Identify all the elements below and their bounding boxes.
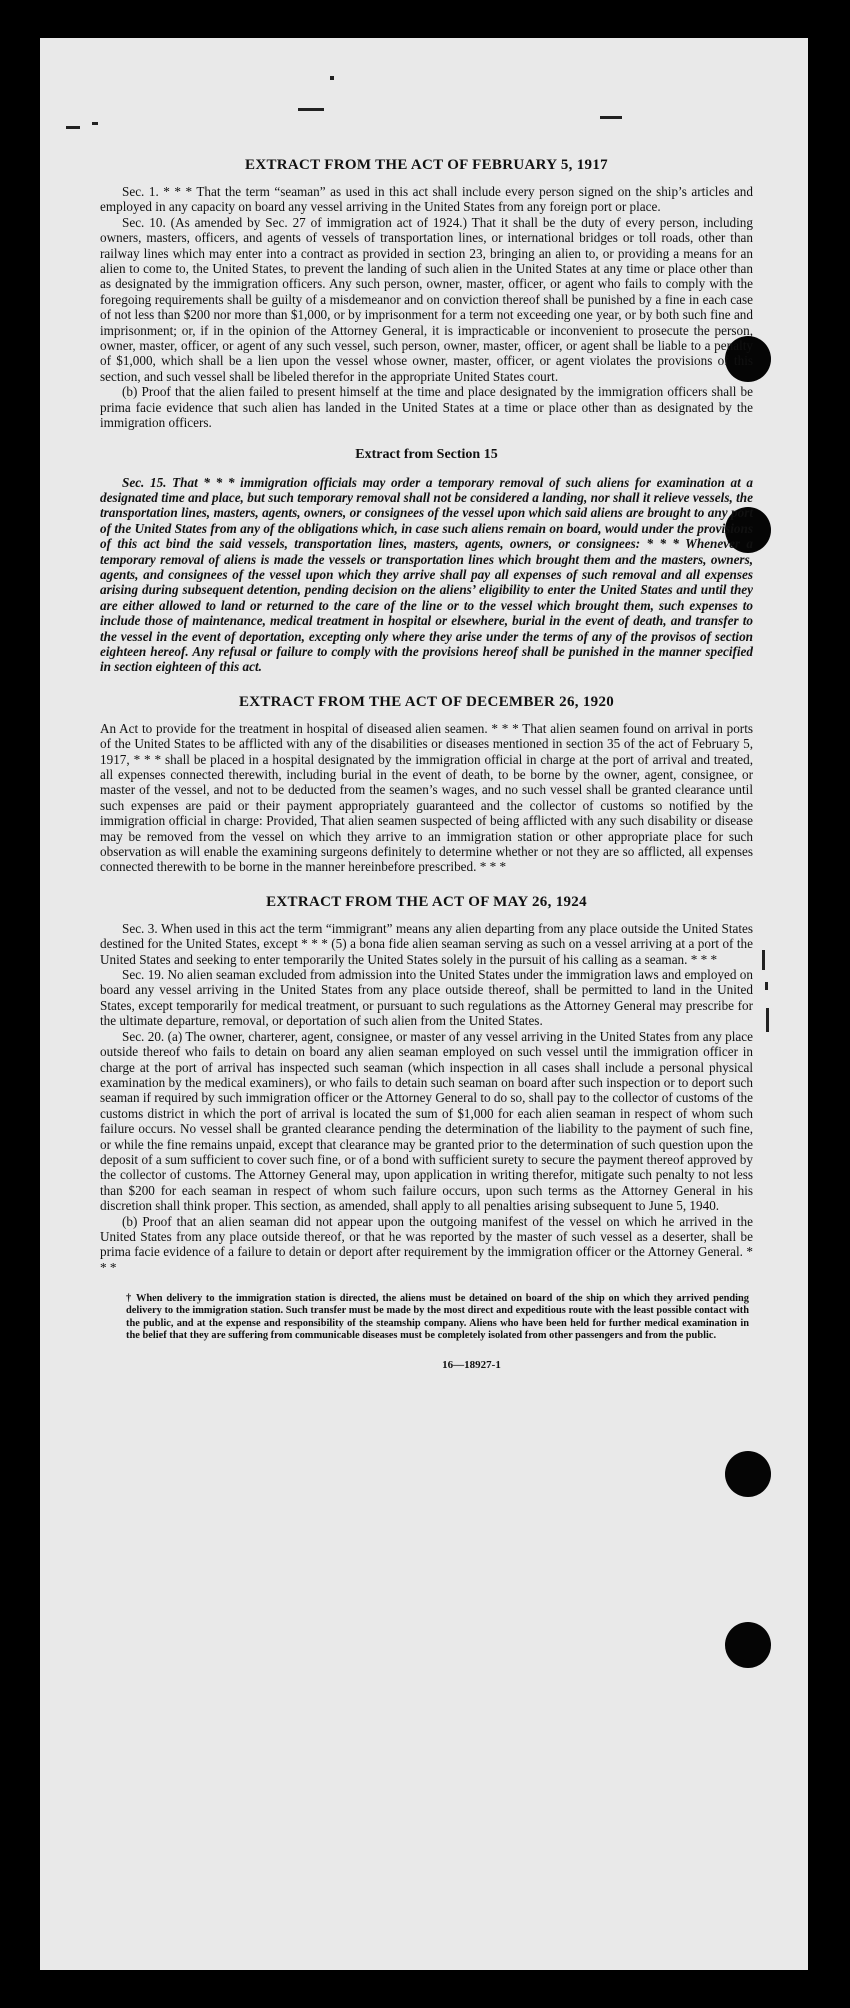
heading-section-15: Extract from Section 15 [355,446,498,462]
paragraph: Sec. 10. (As amended by Sec. 27 of immigration act of 1924.) That it shall be the duty of every person, including owners, masters, officers, and agents of vessels of transportation lines, or international bridges or toll roads, other than railway lines which may enter into a contract as provided in section 23, bringing an alien to, or providing a means for an alien to come to, the United States, to prevent the landing of such alien in the United States at any time or place other than as designated by the immigration officers. Any such person, owner, master, officer, or agent who fails to comply with the foregoing requirements shall be guilty of a misdemeanor and on conviction thereof shall be punished by a fine in each case of not less than $200 nor more than $1,000, or by imprisonment for a term not exceeding one year, or by both such fine and imprisonment; or, if in the opinion of the Attorney General, it is impracticable or inconvenient to prosecute the person, owner, master, officer, or agent of any such vessel, such person, owner, master, officer, or agent shall be liable to a penalty of $1,000, which shall be a lien upon the vessel whose owner, master, officer, or agent violates the provisions of this section, and such vessel shall be libeled therefor in the appropriate United States court. [100,214,753,384]
heading-act-1920: EXTRACT FROM THE ACT OF DECEMBER 26, 1920 [238,693,615,710]
scan-mark [330,76,334,80]
document-page [40,38,808,1970]
paragraph: (b) Proof that an alien seaman did not appear upon the outgoing manifest of the vessel on which he arrived in the United States from any place outside thereof, or that he was reported by the master of such vessel as a deserter, shall be prima facie evidence of a failure to detain or deport after requirement by the immigration officer or the Attorney General. * * * [100,1213,753,1275]
paragraph: An Act to provide for the treatment in hospital of diseased alien seamen. * * * That alien seamen found on arrival in ports of the United States to be afflicted with any of the disabilities or diseases mentioned in section 35 of the act of February 5, 1917, * * * shall be placed in a hospital designated by the immigration official in charge at the port of arrival and treated, all expenses connected therewith, including burial in the event of death, to be borne by the owner, agent, consignee, or master of the vessel, and not to be deducted from the seamen’s wages, and no such vessel shall be granted clearance until such expenses are paid or their payment appropriately guaranteed and the collector of customs so notified by the immigration official in charge: Provided, That alien seamen suspected of being afflicted with any such disability or disease may be removed from the vessel on which they arrive to an immigration station or other appropriate place for such observation as will enable the examining surgeons definitely to determine whether or not they are so afflicted, all expenses connected therewith to be borne in the manner hereinbefore prescribed. * * * [100,720,753,875]
document-number: 16—18927-1 [442,1359,501,1371]
paragraph: Sec. 1. * * * That the term “seaman” as used in this act shall include every person signed on the ship’s articles and employed in any capacity on board any vessel arriving in the United States from any foreign port or place. [100,184,753,215]
paragraph: Sec. 19. No alien seaman excluded from admission into the United States under the immigration laws and employed on board any vessel arriving in the United States from any place outside thereof, shall be permitted to land in the United States, except temporarily for medical treatment, or pursuant to such regulations as the Attorney General may prescribe for the ultimate departure, removal, or deportation of such alien from the United States. [100,967,753,1029]
footnote [100,1293,753,1342]
heading-act-1924: EXTRACT FROM THE ACT OF MAY 26, 1924 [266,893,587,910]
scan-mark [298,108,324,111]
punch-hole [725,1622,771,1668]
paragraph: (b) Proof that the alien failed to present himself at the time and place designated by the immigration officers shall be prima facie evidence that such alien has landed in the United States at a time or place other than as designated by the immigration officers. [100,384,753,431]
paragraph: Sec. 20. (a) The owner, charterer, agent, consignee, or master of any vessel arriving in the United States from any place outside thereof who fails to detain on board any alien seaman employed on such vessel until the immigration officer in charge at the port of arrival has inspected such seaman (which inspection in all cases shall include a personal physical examination by the medical examiners), or who fails to detain such seaman on board after such inspection or to deport such seaman if required by such immigration officer or the Attorney General to do so, shall pay to the collector of customs of the customs district in which the port of arrival is located the sum of $1,000 for each alien seaman in respect of whom such failure occurs. No vessel shall be granted clearance pending the determination of the liability to the payment of such fine, or while the fine remains unpaid, except that clearance may be granted prior to the determination of such question upon the deposit of a sum sufficient to cover such fine, or of a bond with sufficient surety to secure the payment thereof approved by the collector of customs. The Attorney General may, upon application in writing therefor, mitigate such penalty to not less than $200 for each seaman in respect of whom such failure occurs, upon such terms as the Attorney General in his discretion shall think proper. This section, as amended, shall apply to all penalties arising subsequent to June 5, 1940. [100,1028,753,1214]
scan-mark [600,116,622,119]
scan-mark [66,126,80,129]
footnote-text: † When delivery to the immigration station is directed, the aliens must be detained on board of the ship on which they arrived pending delivery to the immigration station. Such transfer must be made by the most direct and expeditious route with the least possible contact with the public, and at the expense and responsibility of the steamship company. Aliens who have been held for further medical examination in the belief that they are suffering from communicable diseases must be completely isolated from other passengers and from the public. [126,1293,749,1341]
scan-mark [762,950,765,970]
paragraph: Sec. 15. That * * * immigration officials may order a temporary removal of such aliens for examination at a designated time and place, but such temporary removal shall not be considered a landing, nor shall it relieve vessels, the transportation lines, masters, agents, owners, or consignees of the vessel upon which said aliens are brought to any port of the United States from any of the obligations which, in case such aliens remain on board, would under the provisions of this act bind the said vessels, transportation lines, masters, agents, owners, or consignees: * * * Whenever a temporary removal of aliens is made the vessels or transportation lines which brought them and the masters, owners, agents, and consignees of the vessel upon which they arrive shall pay all expenses of such removal and all expenses arising during subsequent detention, pending decision on the aliens’ eligibility to enter the United States and until they are either allowed to land or returned to the care of the line or to the vessel which brought them, such expenses to include those of maintenance, medical treatment in hospital or elsewhere, burial in the event of death, and transfer to the vessel in the event of deportation, excepting only where they arise under the terms of any of the provisos of section eighteen hereof. Any refusal or failure to comply with the provisions hereof shall be punished in the manner specified in section eighteen of this act. [100,474,753,675]
document-body [100,156,753,1373]
scan-mark [765,982,768,990]
paragraph: Sec. 3. When used in this act the term “immigrant” means any alien departing from any place outside the United States destined for the United States, except * * * (5) a bona fide alien seaman serving as such on a vessel arriving at a port of the United States and seeking to enter temporarily the United States solely in the pursuit of his calling as a seaman. * * * [100,920,753,967]
scan-mark [92,122,98,125]
scan-mark [766,1008,769,1032]
punch-hole [725,1451,771,1497]
section-15-extract [100,475,753,675]
heading-act-1917: EXTRACT FROM THE ACT OF FEBRUARY 5, 1917 [245,157,608,173]
